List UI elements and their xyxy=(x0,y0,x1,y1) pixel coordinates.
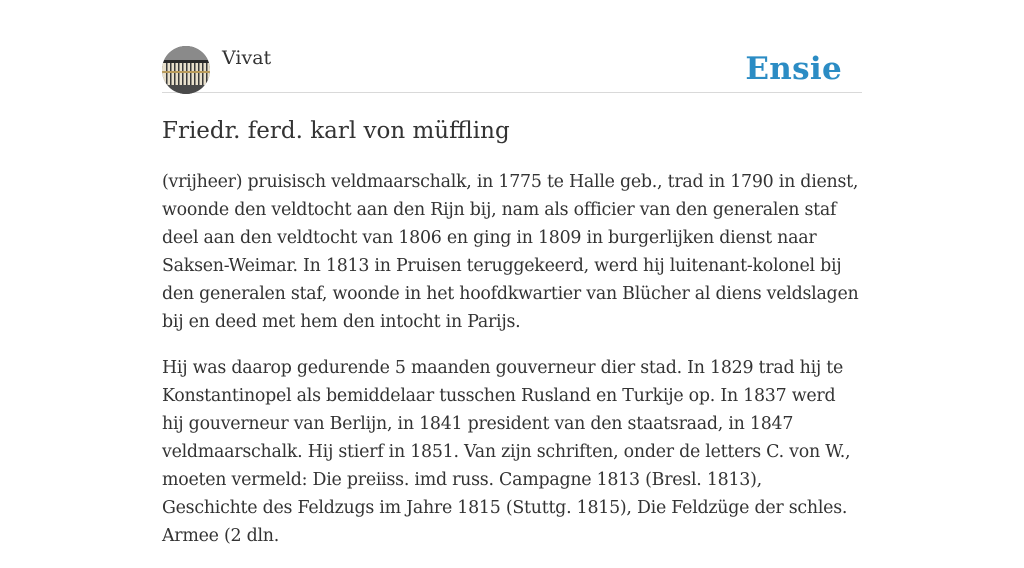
entry-card xyxy=(162,40,862,546)
book-shelf-icon xyxy=(162,46,210,94)
entry-title: Friedr. ferd. karl von müffling xyxy=(162,118,510,144)
entry-body xyxy=(162,168,862,568)
user-name[interactable]: Vivat xyxy=(222,47,272,69)
paragraph: Hij was daarop gedurende 5 maanden gouverneur dier stad. In 1829 trad hij te Konstantinopel als bemiddelaar tusschen Rusland en Turkije op. In 1837 werd hij gouverneur van Berlijn, in 1841 president van den staatsraad, in 1847 veldmaarschalk. Hij stierf in 1851. Van zijn schriften, onder de letters C. von W., moeten vermeld: Die preiiss. imd russ. Campagne 1813 (Bresl. 1813), Geschichte des Feldzugs im Jahre 1815 (Stuttg. 1815), Die Feldzüge der schles. Armee (2 dln. xyxy=(162,358,851,546)
entry-header xyxy=(162,40,862,93)
brand-logo[interactable]: Ensie xyxy=(745,51,842,87)
avatar[interactable] xyxy=(162,46,210,94)
paragraph: (vrijheer) pruisisch veldmaarschalk, in 1775 te Halle geb., trad in 1790 in dienst, woonde den veldtocht aan den Rijn bij, nam als officier van den generalen staf deel aan den veldtocht van 1806 en ging in 1809 in burgerlijken dienst naar Saksen-Weimar. In 1813 in Pruisen teruggekeerd, werd hij luitenant-kolonel bij den generalen staf, woonde in het hoofdkwartier van Blücher al diens veldslagen bij en deed met hem den intocht in Parijs. xyxy=(162,172,859,332)
